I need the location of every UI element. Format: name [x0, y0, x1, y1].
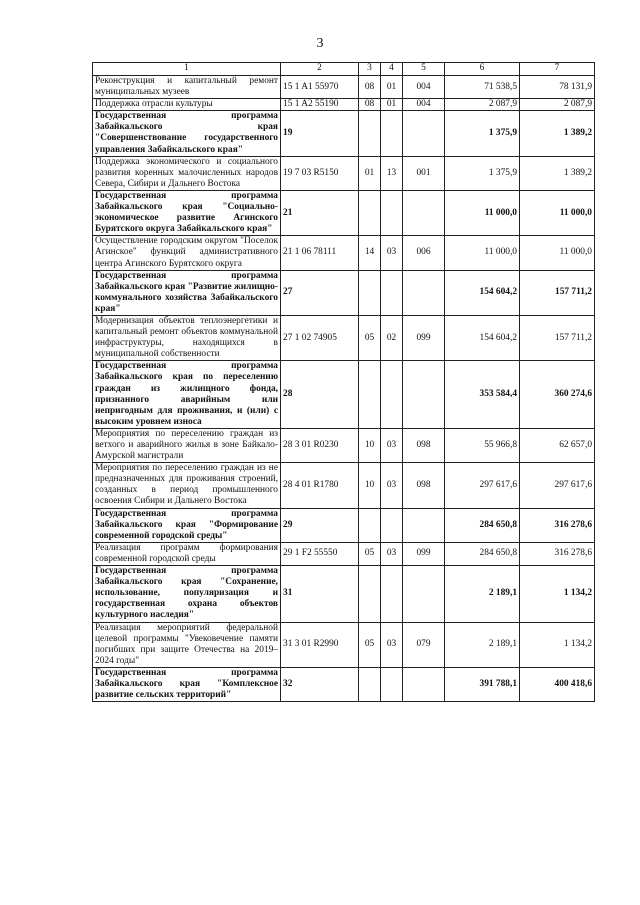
- row-amount-1-cell: 154 604,2: [445, 270, 520, 315]
- row-expense-type-cell: 099: [403, 542, 445, 565]
- column-header: 7: [520, 63, 595, 76]
- row-section-cell: 10: [359, 463, 381, 508]
- row-amount-1-cell: 353 584,4: [445, 361, 520, 429]
- page-number: 3: [316, 36, 324, 51]
- row-amount-2-cell: 157 711,2: [520, 270, 595, 315]
- row-expense-type-cell: [403, 566, 445, 622]
- row-subsection-cell: [381, 508, 403, 542]
- row-expense-type-cell: [403, 190, 445, 235]
- row-code-cell: 28 3 01 R0230: [281, 428, 359, 462]
- row-subsection-cell: 13: [381, 156, 403, 190]
- row-name-cell: Осуществление городским округом "Поселок Агинское" функций административного центра Агинского Бурятского округа: [93, 236, 281, 270]
- table-row: [93, 428, 595, 462]
- row-expense-type-cell: 079: [403, 622, 445, 667]
- row-amount-2-cell: 1 389,2: [520, 111, 595, 156]
- row-section-cell: 05: [359, 542, 381, 565]
- row-expense-type-cell: 004: [403, 99, 445, 111]
- table-row: [93, 361, 595, 429]
- row-name-cell: Поддержка отрасли культуры: [93, 99, 281, 111]
- column-header: 3: [359, 63, 381, 76]
- row-name-cell: Государственная программа Забайкальского края "Комплексное развитие сельских территорий": [93, 667, 281, 701]
- header-row: [93, 63, 595, 76]
- row-section-cell: [359, 508, 381, 542]
- column-header: 6: [445, 63, 520, 76]
- table-row: [93, 508, 595, 542]
- budget-table: [92, 62, 595, 702]
- row-amount-2-cell: 1 134,2: [520, 566, 595, 622]
- row-expense-type-cell: [403, 270, 445, 315]
- row-name-cell: Государственная программа Забайкальского края "Социально-экономическое развитие Агинского Бурятского округа Забайкальского края": [93, 190, 281, 235]
- row-subsection-cell: [381, 566, 403, 622]
- row-section-cell: [359, 270, 381, 315]
- table-row: [93, 236, 595, 270]
- row-expense-type-cell: [403, 508, 445, 542]
- row-amount-2-cell: 316 278,6: [520, 508, 595, 542]
- row-code-cell: 32: [281, 667, 359, 701]
- table-body: [93, 63, 595, 702]
- table-row: [93, 667, 595, 701]
- row-name-cell: Государственная программа Забайкальского края "Развитие жилищно-коммунального хозяйства Забайкальского края": [93, 270, 281, 315]
- table-row: [93, 622, 595, 667]
- row-amount-2-cell: 62 657,0: [520, 428, 595, 462]
- row-amount-1-cell: 391 788,1: [445, 667, 520, 701]
- table-row: [93, 270, 595, 315]
- row-amount-1-cell: 2 189,1: [445, 566, 520, 622]
- row-section-cell: [359, 566, 381, 622]
- row-code-cell: 28: [281, 361, 359, 429]
- row-name-cell: Реализация мероприятий федеральной целевой программы "Увековечение памяти погибших при защите Отечества на 2019–2024 годы": [93, 622, 281, 667]
- row-section-cell: [359, 190, 381, 235]
- row-expense-type-cell: 004: [403, 76, 445, 99]
- table-row: [93, 156, 595, 190]
- row-amount-2-cell: 78 131,9: [520, 76, 595, 99]
- row-amount-1-cell: 154 604,2: [445, 315, 520, 360]
- row-section-cell: 05: [359, 622, 381, 667]
- row-code-cell: 28 4 01 R1780: [281, 463, 359, 508]
- row-expense-type-cell: 006: [403, 236, 445, 270]
- row-subsection-cell: 03: [381, 542, 403, 565]
- row-code-cell: 19 7 03 R5150: [281, 156, 359, 190]
- row-code-cell: 15 1 A1 55970: [281, 76, 359, 99]
- row-code-cell: 31 3 01 R2990: [281, 622, 359, 667]
- row-subsection-cell: 03: [381, 463, 403, 508]
- row-amount-2-cell: 360 274,6: [520, 361, 595, 429]
- row-amount-1-cell: 1 375,9: [445, 156, 520, 190]
- row-code-cell: 27: [281, 270, 359, 315]
- row-amount-1-cell: 71 538,5: [445, 76, 520, 99]
- row-code-cell: 27 1 02 74905: [281, 315, 359, 360]
- table-row: [93, 76, 595, 99]
- row-expense-type-cell: 098: [403, 428, 445, 462]
- row-amount-2-cell: 157 711,2: [520, 315, 595, 360]
- row-expense-type-cell: [403, 667, 445, 701]
- row-section-cell: 14: [359, 236, 381, 270]
- row-section-cell: 05: [359, 315, 381, 360]
- table-row: [93, 463, 595, 508]
- row-subsection-cell: 01: [381, 76, 403, 99]
- row-name-cell: Государственная программа Забайкальского края "Формирование современной городской среды": [93, 508, 281, 542]
- row-subsection-cell: 03: [381, 428, 403, 462]
- row-amount-1-cell: 297 617,6: [445, 463, 520, 508]
- row-subsection-cell: [381, 190, 403, 235]
- row-amount-1-cell: 284 650,8: [445, 542, 520, 565]
- row-subsection-cell: [381, 111, 403, 156]
- table-row: [93, 315, 595, 360]
- row-expense-type-cell: 099: [403, 315, 445, 360]
- row-name-cell: Модернизация объектов теплоэнергетики и капитальный ремонт объектов коммунальной инфраструктуры, находящихся в муниципальной собственности: [93, 315, 281, 360]
- row-name-cell: Государственная программа Забайкальского края "Совершенствование государственного управления Забайкальского края": [93, 111, 281, 156]
- row-section-cell: 10: [359, 428, 381, 462]
- table-row: [93, 111, 595, 156]
- row-name-cell: Поддержка экономического и социального развития коренных малочисленных народов Севера, Сибири и Дальнего Востока: [93, 156, 281, 190]
- row-name-cell: Мероприятия по переселению граждан из не предназначенных для проживания строений, созданных в период промышленного освоения Сибири и Дальнего Востока: [93, 463, 281, 508]
- row-amount-1-cell: 2 189,1: [445, 622, 520, 667]
- row-subsection-cell: 01: [381, 99, 403, 111]
- row-section-cell: 01: [359, 156, 381, 190]
- row-code-cell: 29 1 F2 55550: [281, 542, 359, 565]
- row-section-cell: [359, 667, 381, 701]
- row-section-cell: [359, 361, 381, 429]
- row-code-cell: 29: [281, 508, 359, 542]
- row-name-cell: Реконструкция и капитальный ремонт муниципальных музеев: [93, 76, 281, 99]
- row-subsection-cell: 02: [381, 315, 403, 360]
- table-row: [93, 542, 595, 565]
- column-header: 2: [281, 63, 359, 76]
- table-row: [93, 190, 595, 235]
- row-expense-type-cell: 001: [403, 156, 445, 190]
- row-section-cell: 08: [359, 99, 381, 111]
- row-name-cell: Мероприятия по переселению граждан из ветхого и аварийного жилья в зоне Байкало-Амурской магистрали: [93, 428, 281, 462]
- row-amount-2-cell: 1 134,2: [520, 622, 595, 667]
- row-expense-type-cell: 098: [403, 463, 445, 508]
- row-name-cell: Реализация программ формирования современной городской среды: [93, 542, 281, 565]
- row-code-cell: 21 1 06 78111: [281, 236, 359, 270]
- row-amount-1-cell: 11 000,0: [445, 236, 520, 270]
- row-code-cell: 31: [281, 566, 359, 622]
- row-amount-2-cell: 1 389,2: [520, 156, 595, 190]
- table-row: [93, 99, 595, 111]
- row-amount-2-cell: 297 617,6: [520, 463, 595, 508]
- row-section-cell: 08: [359, 76, 381, 99]
- row-amount-2-cell: 11 000,0: [520, 190, 595, 235]
- row-amount-1-cell: 11 000,0: [445, 190, 520, 235]
- row-amount-2-cell: 2 087,9: [520, 99, 595, 111]
- row-code-cell: 19: [281, 111, 359, 156]
- row-amount-2-cell: 316 278,6: [520, 542, 595, 565]
- row-subsection-cell: [381, 361, 403, 429]
- table-row: [93, 566, 595, 622]
- row-amount-1-cell: 2 087,9: [445, 99, 520, 111]
- row-amount-1-cell: 55 966,8: [445, 428, 520, 462]
- column-header: 1: [93, 63, 281, 76]
- row-code-cell: 15 1 A2 55190: [281, 99, 359, 111]
- row-subsection-cell: [381, 270, 403, 315]
- row-subsection-cell: 03: [381, 622, 403, 667]
- row-amount-1-cell: 284 650,8: [445, 508, 520, 542]
- row-code-cell: 21: [281, 190, 359, 235]
- row-amount-2-cell: 11 000,0: [520, 236, 595, 270]
- column-header: 4: [381, 63, 403, 76]
- row-expense-type-cell: [403, 361, 445, 429]
- row-name-cell: Государственная программа Забайкальского края "Сохранение, использование, популяризация и государственная охрана объектов культурного наследия": [93, 566, 281, 622]
- row-expense-type-cell: [403, 111, 445, 156]
- row-section-cell: [359, 111, 381, 156]
- row-amount-1-cell: 1 375,9: [445, 111, 520, 156]
- row-name-cell: Государственная программа Забайкальского края по переселению граждан из жилищного фонда, признанного аварийным или непригодным для проживания, и (или) с высоким уровнем износа: [93, 361, 281, 429]
- row-amount-2-cell: 400 418,6: [520, 667, 595, 701]
- row-subsection-cell: [381, 667, 403, 701]
- row-subsection-cell: 03: [381, 236, 403, 270]
- column-header: 5: [403, 63, 445, 76]
